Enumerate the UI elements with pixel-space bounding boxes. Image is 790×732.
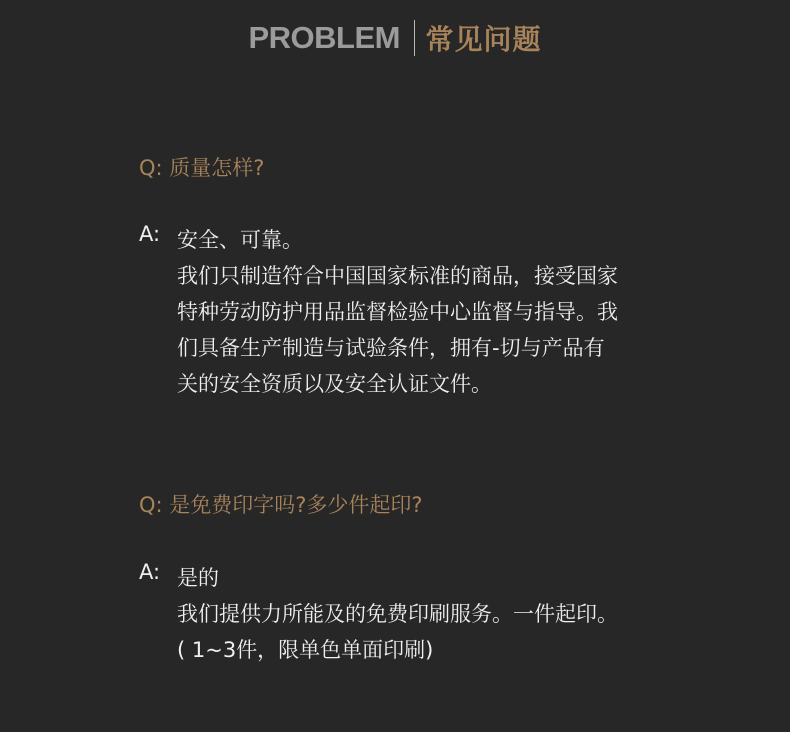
answer-line: 是的: [177, 566, 219, 590]
section-title-english: PROBLEM: [248, 20, 400, 55]
answer-line: ( 1~3件，限单色单面印刷): [177, 638, 434, 662]
answer-text: [177, 222, 647, 402]
faq-answer-1: [139, 222, 647, 402]
answer-prefix: A:: [139, 222, 161, 246]
answer-line: 特种劳动防护用品监督检验中心监督与指导。我: [177, 300, 618, 324]
answer-line: 我们只制造符合中国国家标准的商品，接受国家: [177, 264, 618, 288]
answer-line: 关的安全资质以及安全认证文件。: [177, 372, 492, 396]
answer-line: 安全、可靠。: [177, 228, 303, 252]
answer-line: 我们提供力所能及的免费印刷服务。一件起印。: [177, 602, 618, 626]
answer-text: [177, 560, 647, 668]
section-header: [0, 18, 790, 58]
section-title-chinese: 常见问题: [425, 23, 542, 56]
faq-answer-2: [139, 560, 647, 668]
faq-question-2: Q: 是免费印字吗?多少件起印?: [139, 493, 423, 517]
answer-line: 们具备生产制造与试验条件，拥有-切与产品有: [177, 336, 605, 360]
title-divider: [414, 20, 416, 56]
faq-question-1: Q: 质量怎样?: [139, 156, 265, 180]
answer-prefix: A:: [139, 560, 161, 584]
